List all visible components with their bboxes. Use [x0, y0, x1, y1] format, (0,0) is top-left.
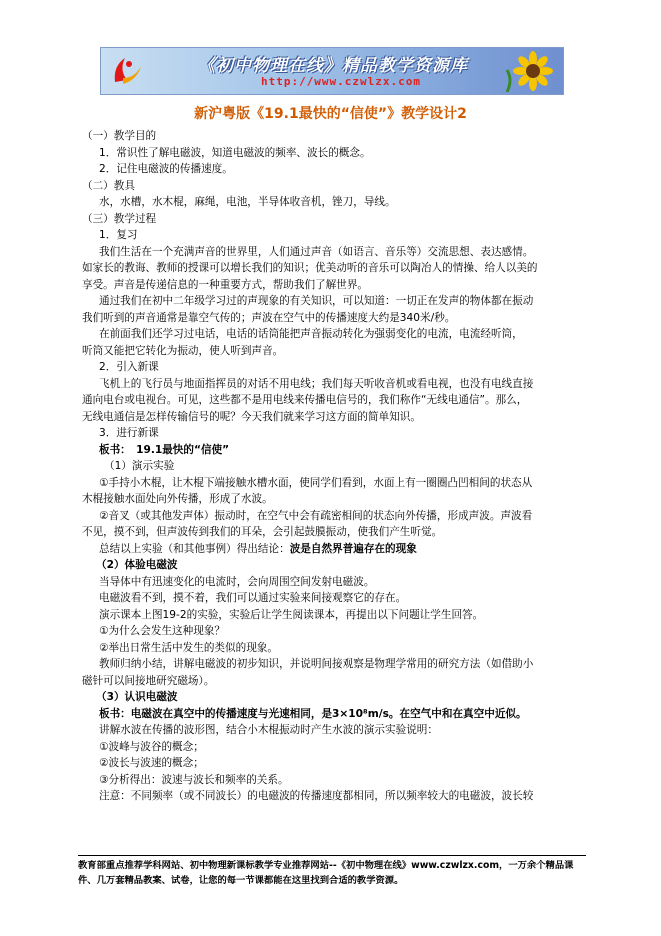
- sunflower-icon: [503, 50, 559, 92]
- text-line: 演示课本上图19-2的实验，实验后让学生阅读课本，再提出以下问题让学生回答。: [99, 608, 484, 621]
- text-line-emphasis: 波是自然界普遍存在的现象: [289, 542, 417, 555]
- text-line: 板书： 19.1最快的“信使”: [99, 443, 230, 456]
- text-line: 磁针可以间接地研究磁场）。: [82, 674, 215, 687]
- text-line: 2．引入新课: [99, 361, 159, 373]
- text-line: ②波长与波速的概念；: [99, 757, 204, 769]
- text-line: 讲解水波在传播的波形图，结合小木棍振动时产生水波的演示实验说明：: [99, 724, 438, 736]
- site-logo-icon: [107, 52, 145, 90]
- text-line: （二）教具: [82, 179, 135, 192]
- text-line: [82, 541, 578, 558]
- text-line: 如家长的教诲、教师的授课可以增长我们的知识；优美动听的音乐可以陶冶人的情操、给人以美的: [82, 262, 538, 274]
- text-line: 当导体中有迅速变化的电流时，会向周围空间发射电磁波。: [99, 575, 375, 588]
- text-line: ①手持小木棍，让木棍下端接触水槽水面，使同学们看到，水面上有一圈圈凸凹相间的状态从: [99, 476, 533, 489]
- text-line: 教师归纳小结，讲解电磁波的初步知识，并说明间接观察是物理学常用的研究方法（如借助小: [99, 658, 534, 670]
- document-title: 新沪粤版《19.1最快的“信使”》教学设计2: [194, 106, 467, 122]
- banner-title: 《初中物理在线》精品教学资源库: [198, 56, 468, 76]
- header-banner: [100, 47, 564, 95]
- text-line: （一）教学目的: [82, 130, 157, 142]
- text-line: 不见，摸不到，但声波传到我们的耳朵，会引起鼓膜振动，使我们产生听觉。: [82, 526, 443, 538]
- text-line: 通过我们在初中二年级学习过的声现象的有关知识，可以知道：一切正在发声的物体都在振动: [99, 295, 534, 307]
- footer-line: 件、几万套精品教案、试卷，让您的每一节课都能在这里找到合适的教学资源。: [78, 875, 404, 886]
- text-line: ③分析得出：波速与波长和频率的关系。: [99, 773, 289, 786]
- text-line: 我们生活在一个充满声音的世界里，人们通过声音（如语言、音乐等）交流思想、表达感情。: [99, 245, 534, 258]
- text-line: 1．复习: [99, 229, 138, 241]
- text-line: 享受。声音是传递信息的一种重要方式，帮助我们了解世界。: [82, 278, 369, 291]
- text-line: ②音叉（或其他发声体）振动时，在空气中会有疏密相间的状态向外传播，形成声波。声波看: [99, 509, 533, 522]
- text-line: 水，水槽，水木棍，麻绳，电池，半导体收音机，锉刀，导线。: [99, 196, 396, 208]
- document-body: [82, 128, 578, 805]
- text-line: 木棍接触水面处向外传播，形成了水波。: [82, 493, 273, 505]
- text-line: （三）教学过程: [82, 212, 157, 225]
- text-line: ①波峰与波谷的概念；: [99, 740, 204, 753]
- text-line: 1．常识性了解电磁波，知道电磁波的频率、波长的概念。: [99, 146, 371, 159]
- text-line: （2）体验电磁波: [96, 559, 178, 571]
- text-line: 电磁波看不到，摸不着，我们可以通过实验来间接观察它的存在。: [99, 592, 407, 604]
- text-line: 注意：不同频率（或不同波长）的电磁波的传播速度都相同，所以频率较大的电磁波，波长较: [99, 790, 534, 802]
- text-line: 听筒又能把它转化为振动，使人听到声音。: [82, 344, 284, 357]
- text-line: 飞机上的飞行员与地面指挥员的对话不用电线；我们每天听收音机或看电视，也没有电线直接: [99, 377, 534, 390]
- text-line: 2．记住电磁波的传播速度。: [99, 163, 233, 175]
- text-line: 我们听到的声音通常是靠空气传的；声波在空气中的传播速度大约是340米/秒。: [82, 311, 456, 324]
- page-footer: [78, 855, 586, 888]
- text-line: 板书：电磁波在真空中的传播速度与光速相同，是3×10⁸m/s。在空气中和在真空中近似。: [99, 707, 527, 720]
- text-line: ①为什么会发生这种现象？: [99, 625, 226, 637]
- banner-url[interactable]: http://www.czwlzx.com: [260, 75, 422, 88]
- footer-line: 教育部重点推荐学科网站、初中物理新课标教学专业推荐网站--《初中物理在线》www.czwlzx.com，一万余个精品课: [78, 860, 574, 871]
- text-line: （3）认识电磁波: [96, 691, 178, 703]
- text-line: （1）演示实验: [104, 460, 175, 472]
- text-line: 3．进行新课: [99, 427, 159, 439]
- text-line: ②举出日常生活中发生的类似的现象。: [99, 641, 278, 654]
- text-line: 在前面我们还学习过电话，电话的话筒能把声音振动转化为强弱变化的电流，电流经听筒，: [99, 328, 523, 340]
- text-line-head: 总结以上实验（和其他事例）得出结论：: [99, 542, 290, 555]
- text-line: 无线电通信是怎样传输信号的呢？今天我们就来学习这方面的简单知识。: [82, 410, 421, 423]
- text-line: 通向电台或电视台。可见，这些都不是用电线来传播电信号的，我们称作“无线电通信”。那么，: [82, 394, 528, 406]
